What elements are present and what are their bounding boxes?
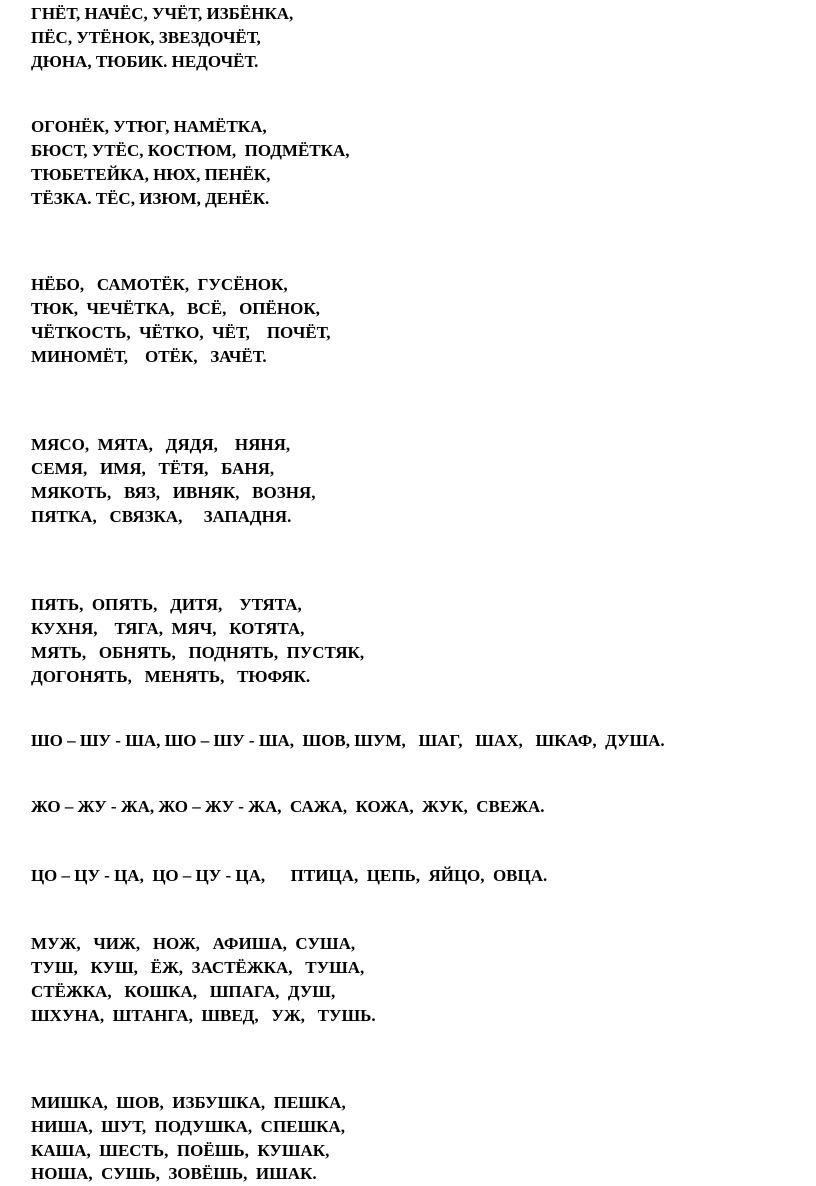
text-line: МУЖ, ЧИЖ, НОЖ, АФИША, СУША, — [31, 934, 356, 953]
text-line: ШХУНА, ШТАНГА, ШВЕД, УЖ, ТУШЬ. — [31, 1006, 376, 1025]
text-line: ГНЁТ, НАЧЁС, УЧЁТ, ИЗБЁНКА, — [31, 4, 294, 23]
text-line: ДОГОНЯТЬ, МЕНЯТЬ, ТЮФЯК. — [31, 667, 311, 686]
text-line: ТЁЗКА. ТЁС, ИЗЮМ, ДЕНЁК. — [31, 189, 270, 208]
text-line: НЁБО, САМОТЁК, ГУСЁНОК, — [31, 275, 288, 294]
text-line: ЦО – ЦУ - ЦА, ЦО – ЦУ - ЦА, ПТИЦА, ЦЕПЬ, ЯЙЦО, ОВЦА. — [31, 866, 548, 885]
text-line: ПЯТЬ, ОПЯТЬ, ДИТЯ, УТЯТА, — [31, 595, 302, 614]
text-line: СТЁЖКА, КОШКА, ШПАГА, ДУШ, — [31, 982, 336, 1001]
text-line: ТУШ, КУШ, ЁЖ, ЗАСТЁЖКА, ТУША, — [31, 958, 365, 977]
text-line: ДЮНА, ТЮБИК. НЕДОЧЁТ. — [31, 52, 259, 71]
text-line: КУХНЯ, ТЯГА, МЯЧ, КОТЯТА, — [31, 619, 305, 638]
text-line: МЯКОТЬ, ВЯЗ, ИВНЯК, ВОЗНЯ, — [31, 483, 316, 502]
text-line: ЧЁТКОСТЬ, ЧЁТКО, ЧЁТ, ПОЧЁТ, — [31, 323, 331, 342]
text-line: ШО – ШУ - ША, ШО – ШУ - ША, ШОВ, ШУМ, ШАГ, ШАХ, ШКАФ, ДУША. — [31, 731, 665, 750]
text-line: МИШКА, ШОВ, ИЗБУШКА, ПЕШКА, — [31, 1093, 346, 1112]
text-line: МЯТЬ, ОБНЯТЬ, ПОДНЯТЬ, ПУСТЯК, — [31, 643, 365, 662]
text-line: ТЮБЕТЕЙКА, НЮХ, ПЕНЁК, — [31, 165, 271, 184]
text-line: КАША, ШЕСТЬ, ПОЁШЬ, КУШАК, — [31, 1141, 330, 1160]
text-line: ТЮК, ЧЕЧЁТКА, ВСЁ, ОПЁНОК, — [31, 299, 320, 318]
text-line: СЕМЯ, ИМЯ, ТЁТЯ, БАНЯ, — [31, 459, 275, 478]
text-line: ОГОНЁК, УТЮГ, НАМЁТКА, — [31, 117, 267, 136]
text-line: ПЯТКА, СВЯЗКА, ЗАПАДНЯ. — [31, 507, 292, 526]
text-line: НИША, ШУТ, ПОДУШКА, СПЕШКА, — [31, 1117, 346, 1136]
text-line: ЖО – ЖУ - ЖА, ЖО – ЖУ - ЖА, САЖА, КОЖА, ЖУК, СВЕЖА. — [31, 797, 545, 816]
text-line: ПЁС, УТЁНОК, ЗВЕЗДОЧЁТ, — [31, 28, 261, 47]
text-line: НОША, СУШЬ, ЗОВЁШЬ, ИШАК. — [31, 1164, 317, 1183]
text-line: МЯСО, МЯТА, ДЯДЯ, НЯНЯ, — [31, 435, 291, 454]
text-line: БЮСТ, УТЁС, КОСТЮМ, ПОДМЁТКА, — [31, 141, 350, 160]
text-line: МИНОМЁТ, ОТЁК, ЗАЧЁТ. — [31, 347, 267, 366]
